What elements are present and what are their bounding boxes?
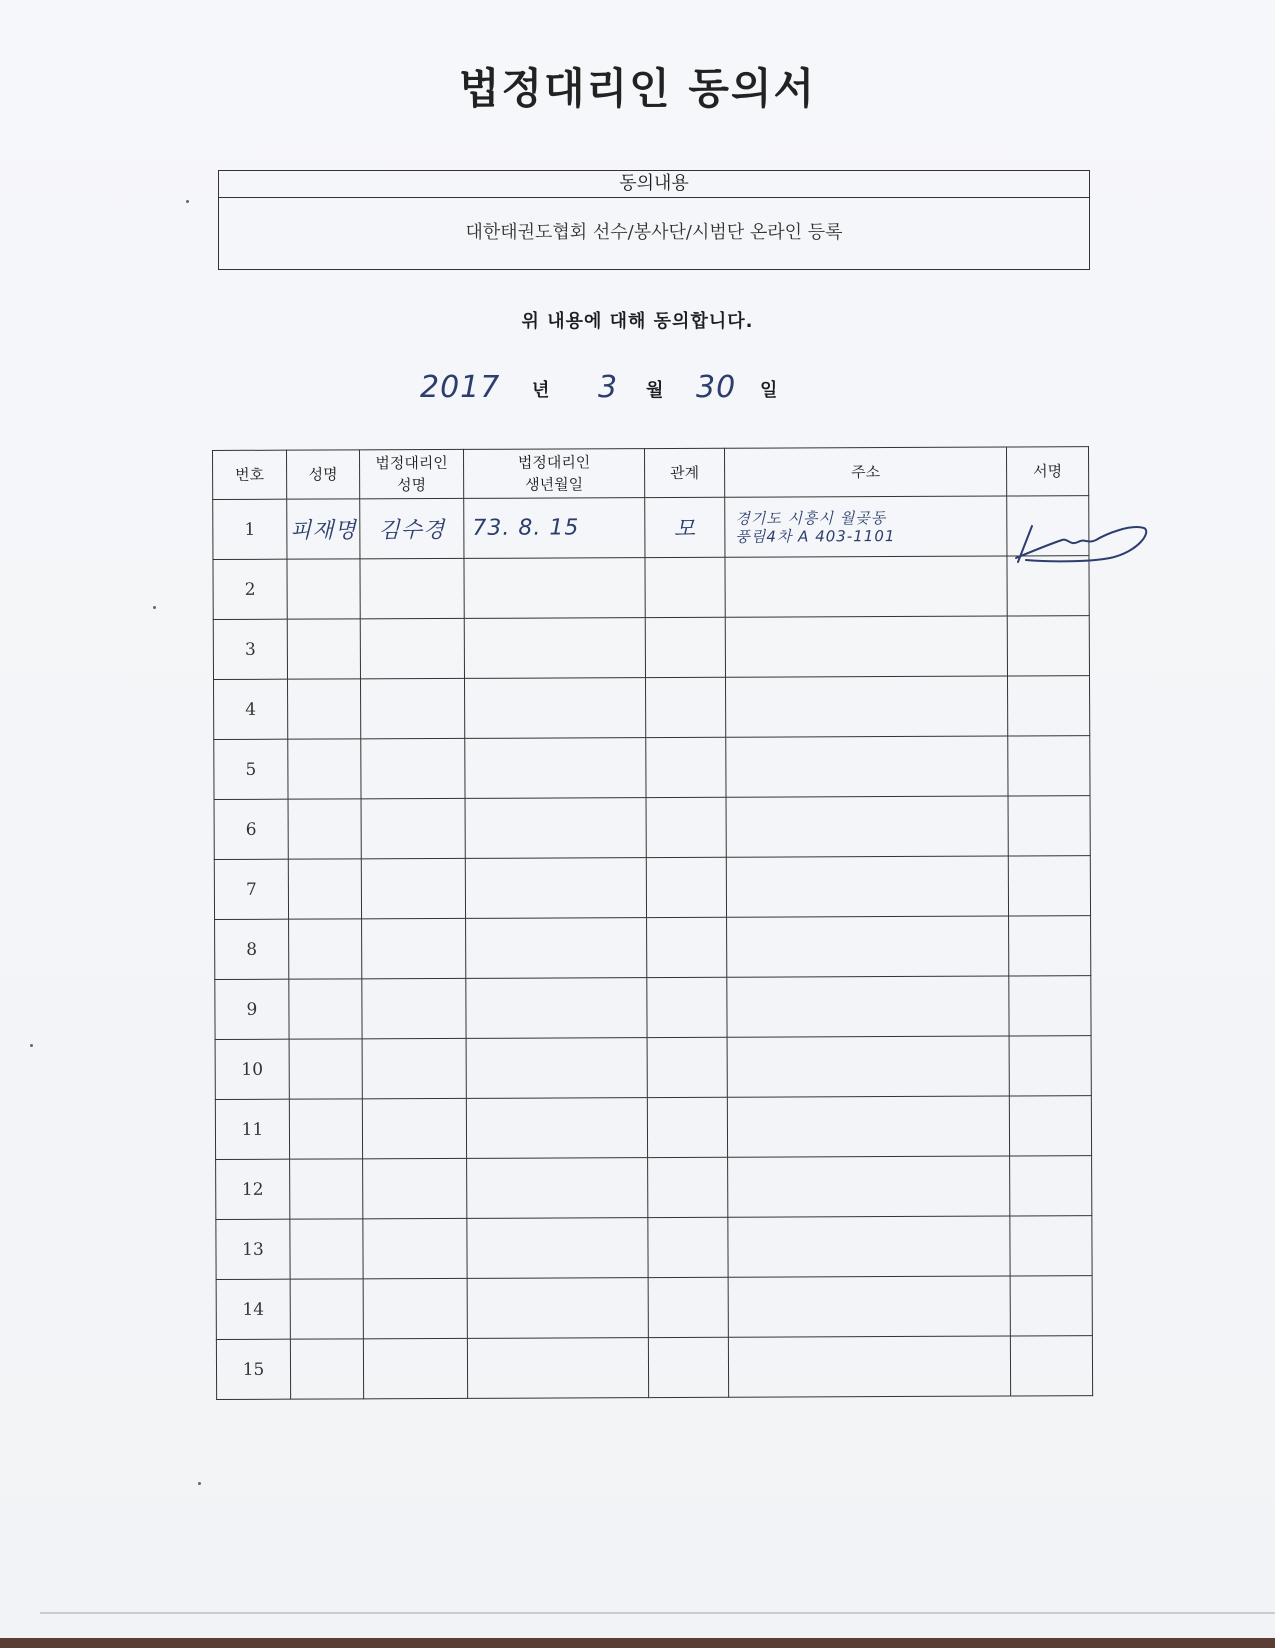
table-row xyxy=(215,916,1091,980)
row-number: 8 xyxy=(215,919,289,979)
agreement-statement: 위 내용에 대해 동의합니다. xyxy=(521,311,754,332)
table-row xyxy=(215,976,1091,1040)
table-row xyxy=(214,796,1090,860)
row-relation xyxy=(646,797,726,857)
row-signature xyxy=(1009,1096,1091,1156)
handwritten-guardian-birth: 73. 8. 15 xyxy=(472,515,580,541)
date-day: 30 xyxy=(696,370,737,405)
row-guardian-name xyxy=(361,738,465,798)
row-number: 6 xyxy=(214,799,288,859)
row-guardian-birth xyxy=(466,978,647,1039)
row-relation xyxy=(646,737,726,797)
row-number: 2 xyxy=(213,559,287,619)
table-row xyxy=(216,1336,1092,1400)
table-row xyxy=(216,1156,1092,1220)
row-guardian-birth xyxy=(466,918,647,979)
row-name xyxy=(289,1099,362,1159)
row-guardian-name xyxy=(360,498,464,558)
row-number: 1 xyxy=(213,499,287,559)
header-guardian-name-line2: 성명 xyxy=(397,476,427,495)
table-row xyxy=(214,736,1090,800)
row-name xyxy=(287,619,360,679)
row-relation xyxy=(645,497,725,557)
row-relation xyxy=(645,617,725,677)
row-relation xyxy=(647,1037,727,1097)
row-signature xyxy=(1010,1276,1092,1336)
row-guardian-name xyxy=(362,978,466,1038)
row-number: 4 xyxy=(214,679,288,739)
handwritten-guardian-name: 김수경 xyxy=(378,517,446,544)
row-signature xyxy=(1008,856,1090,916)
row-guardian-birth xyxy=(465,858,646,919)
header-relation: 관계 xyxy=(644,448,724,497)
header-guardian-name xyxy=(360,449,464,498)
row-address xyxy=(727,1096,1009,1157)
consent-header: 동의내용 xyxy=(219,171,1089,198)
handwritten-address-line2: 풍림4차 A 403-1101 xyxy=(735,526,896,546)
row-name xyxy=(287,499,360,559)
handwritten-relation: 모 xyxy=(673,516,697,542)
row-number: 15 xyxy=(216,1339,290,1399)
row-signature xyxy=(1010,1336,1092,1396)
date-day-label: 일 xyxy=(760,380,778,401)
row-number: 12 xyxy=(216,1159,290,1219)
row-signature xyxy=(1008,736,1090,796)
row-number: 14 xyxy=(216,1279,290,1339)
date-year: 2017 xyxy=(420,370,501,405)
scan-speck xyxy=(198,1482,201,1485)
row-name xyxy=(289,919,362,979)
row-address xyxy=(727,1036,1009,1097)
row-guardian-name xyxy=(363,1158,467,1218)
row-guardian-name xyxy=(360,618,464,678)
table-row xyxy=(216,1276,1092,1340)
row-number: 10 xyxy=(215,1039,289,1099)
row-guardian-birth xyxy=(464,498,645,559)
consent-content-box xyxy=(218,170,1090,270)
row-signature xyxy=(1009,916,1091,976)
row-address xyxy=(728,1156,1010,1217)
row-number: 9 xyxy=(215,979,289,1039)
row-guardian-birth xyxy=(466,1098,647,1159)
table-row xyxy=(215,1036,1091,1100)
row-signature xyxy=(1010,1156,1092,1216)
row-relation xyxy=(647,917,727,977)
row-guardian-name xyxy=(361,858,465,918)
consent-body: 대한태권도협회 선수/봉사단/시범단 온라인 등록 xyxy=(465,222,843,243)
scan-bottom-edge xyxy=(0,1638,1275,1648)
table-header-row xyxy=(213,447,1089,500)
row-relation xyxy=(647,1097,727,1157)
row-name xyxy=(287,559,360,619)
row-name xyxy=(288,799,361,859)
row-address xyxy=(726,856,1008,917)
handwritten-address-line1: 경기도 시흥시 월곶동 xyxy=(735,508,887,528)
header-guardian-birth-line2: 생년월일 xyxy=(525,475,584,494)
row-guardian-birth xyxy=(467,1278,648,1339)
header-name: 성명 xyxy=(287,450,360,499)
row-name xyxy=(288,739,361,799)
row-guardian-name xyxy=(362,1038,466,1098)
row-guardian-birth xyxy=(464,678,645,739)
row-relation xyxy=(648,1157,728,1217)
row-address xyxy=(725,556,1007,617)
row-relation xyxy=(645,557,725,617)
table-row xyxy=(215,1096,1091,1160)
header-guardian-birth-line1: 법정대리인 xyxy=(517,453,591,472)
date-line xyxy=(420,370,860,410)
row-guardian-name xyxy=(360,678,464,738)
row-signature xyxy=(1007,616,1089,676)
row-name xyxy=(288,859,361,919)
row-number: 3 xyxy=(213,619,287,679)
row-address xyxy=(728,1216,1010,1277)
row-relation xyxy=(645,677,725,737)
row-name xyxy=(290,1219,363,1279)
row-guardian-name xyxy=(363,1218,467,1278)
scan-speck xyxy=(30,1044,33,1047)
header-guardian-birth xyxy=(463,449,644,499)
row-name xyxy=(289,1039,362,1099)
row-signature xyxy=(1007,676,1089,736)
row-address xyxy=(727,916,1009,977)
table-row xyxy=(213,616,1089,680)
row-guardian-birth xyxy=(465,798,646,859)
row-address xyxy=(725,616,1007,677)
date-year-label: 년 xyxy=(532,380,550,401)
row-guardian-birth xyxy=(464,558,645,619)
row-guardian-name xyxy=(363,1338,467,1398)
row-guardian-name xyxy=(360,558,464,618)
row-address xyxy=(725,496,1007,557)
scan-speck xyxy=(153,606,156,609)
row-address xyxy=(726,796,1008,857)
date-month-label: 월 xyxy=(646,380,664,401)
row-number: 7 xyxy=(214,859,288,919)
row-name xyxy=(290,1279,363,1339)
row-name xyxy=(289,979,362,1039)
row-name xyxy=(290,1159,363,1219)
handwritten-name: 피재명 xyxy=(289,518,357,544)
row-signature xyxy=(1008,796,1090,856)
row-guardian-birth xyxy=(467,1218,648,1279)
row-address xyxy=(728,1276,1010,1337)
row-number: 5 xyxy=(214,739,288,799)
row-signature xyxy=(1010,1216,1092,1276)
row-relation xyxy=(648,1217,728,1277)
header-guardian-name-line1: 법정대리인 xyxy=(375,453,448,473)
row-guardian-birth xyxy=(464,618,645,679)
consent-roster-table xyxy=(212,446,1093,1400)
header-signature: 서명 xyxy=(1006,447,1088,496)
row-relation xyxy=(648,1337,728,1397)
document-title: 법정대리인 동의서 xyxy=(458,64,817,113)
table-row xyxy=(213,496,1089,560)
date-month: 3 xyxy=(598,370,619,405)
row-signature xyxy=(1009,976,1091,1036)
row-guardian-name xyxy=(362,918,466,978)
row-relation xyxy=(648,1277,728,1337)
header-number: 번호 xyxy=(213,450,287,499)
row-address xyxy=(728,1336,1010,1397)
row-relation xyxy=(647,977,727,1037)
row-number: 11 xyxy=(215,1099,289,1159)
row-guardian-name xyxy=(361,798,465,858)
header-address: 주소 xyxy=(724,447,1006,497)
row-guardian-birth xyxy=(467,1158,648,1219)
handwritten-signature xyxy=(1010,518,1150,566)
row-guardian-birth xyxy=(465,738,646,799)
scan-edge-line xyxy=(40,1612,1275,1614)
row-guardian-birth xyxy=(467,1338,648,1399)
table-row xyxy=(214,676,1090,740)
row-guardian-birth xyxy=(466,1038,647,1099)
row-name xyxy=(290,1339,363,1399)
row-relation xyxy=(646,857,726,917)
row-guardian-name xyxy=(363,1278,467,1338)
row-signature xyxy=(1009,1036,1091,1096)
row-address xyxy=(727,976,1009,1037)
table-row xyxy=(214,856,1090,920)
row-address xyxy=(726,736,1008,797)
row-name xyxy=(288,679,361,739)
table-row xyxy=(213,556,1089,620)
table-row xyxy=(216,1216,1092,1280)
row-guardian-name xyxy=(362,1098,466,1158)
scan-speck xyxy=(186,200,189,203)
row-number: 13 xyxy=(216,1219,290,1279)
row-address xyxy=(725,676,1007,737)
